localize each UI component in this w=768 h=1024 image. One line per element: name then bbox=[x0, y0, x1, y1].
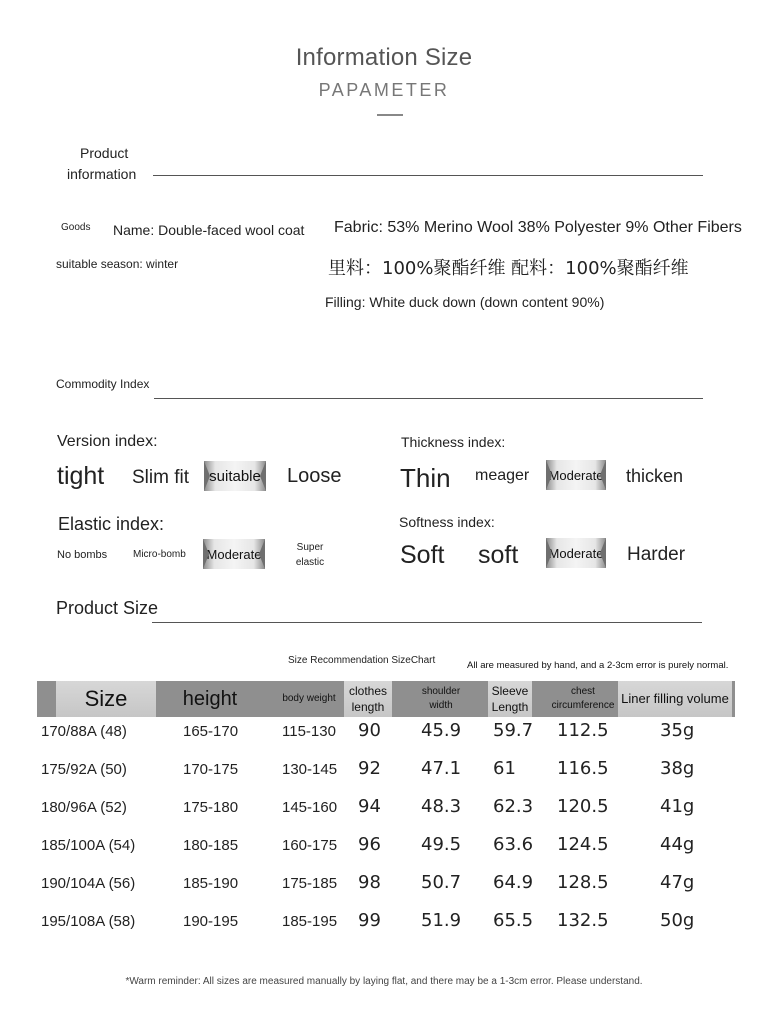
fabric-composition: Fabric: 53% Merino Wool 38% Polyester 9% Other Fibers bbox=[334, 219, 742, 236]
product-name: Name: Double-faced wool coat bbox=[113, 222, 305, 238]
col-chest-line2: circumference bbox=[551, 700, 615, 711]
cell-height: 180-185 bbox=[183, 837, 239, 854]
cell-body-weight: 160-175 bbox=[282, 837, 338, 854]
cell-sleeve-length: 59.7 bbox=[493, 720, 534, 741]
softness-option-soft: Soft bbox=[400, 541, 445, 569]
product-info-divider bbox=[153, 175, 703, 176]
cell-shoulder-width: 49.5 bbox=[421, 834, 462, 855]
super-elastic-line2: elastic bbox=[295, 557, 325, 568]
thickness-selected-badge bbox=[546, 460, 606, 490]
cell-size: 170/88A (48) bbox=[41, 723, 127, 740]
cell-liner-filling: 50g bbox=[660, 910, 695, 931]
col-shoulder-width-line1: shoulder bbox=[421, 686, 461, 697]
col-shoulder-width bbox=[394, 681, 488, 717]
cell-body-weight: 175-185 bbox=[282, 875, 338, 892]
col-body-weight: body weight bbox=[282, 693, 336, 704]
cell-chest: 116.5 bbox=[557, 758, 609, 779]
cell-height: 190-195 bbox=[183, 913, 239, 930]
cell-size: 185/100A (54) bbox=[41, 837, 136, 854]
col-chest-line1: chest bbox=[571, 686, 595, 697]
cell-liner-filling: 44g bbox=[660, 834, 695, 855]
suitable-season: suitable season: winter bbox=[56, 257, 179, 271]
cell-size: 195/108A (58) bbox=[41, 913, 136, 930]
elastic-option-super-elastic bbox=[288, 540, 332, 570]
col-sleeve-length-line1: Sleeve bbox=[491, 684, 529, 698]
cell-sleeve-length: 61 bbox=[493, 758, 516, 779]
cell-chest: 124.5 bbox=[557, 834, 609, 855]
elastic-option-moderate: Moderate bbox=[206, 546, 262, 562]
thickness-option-moderate: Moderate bbox=[548, 467, 604, 483]
cell-body-weight: 185-195 bbox=[282, 913, 338, 930]
cell-size: 190/104A (56) bbox=[41, 875, 136, 892]
col-sleeve-length-line2: Length bbox=[491, 700, 529, 714]
cell-shoulder-width: 48.3 bbox=[421, 796, 462, 817]
col-chest-circumference bbox=[540, 681, 626, 717]
col-clothes-length-line1: clothes bbox=[348, 684, 388, 698]
cell-shoulder-width: 50.7 bbox=[421, 872, 462, 893]
commodity-index-divider bbox=[154, 398, 703, 399]
softness-selected-badge bbox=[546, 538, 606, 568]
cell-sleeve-length: 63.6 bbox=[493, 834, 534, 855]
cell-liner-filling: 38g bbox=[660, 758, 695, 779]
goods-label: Goods bbox=[61, 222, 91, 233]
product-info-label-line2: information bbox=[67, 166, 137, 182]
cell-clothes-length: 92 bbox=[358, 758, 381, 779]
cell-height: 170-175 bbox=[183, 761, 239, 778]
cell-sleeve-length: 65.5 bbox=[493, 910, 534, 931]
cell-chest: 128.5 bbox=[557, 872, 609, 893]
softness-option-moderate: Moderate bbox=[548, 545, 604, 561]
lining-composition: 里料：100%聚酯纤维 配料：100%聚酯纤维 bbox=[328, 258, 689, 279]
elastic-selected-badge bbox=[203, 539, 265, 569]
page-title: Information Size bbox=[295, 44, 473, 71]
col-clothes-length-line2: length bbox=[351, 700, 385, 714]
cell-height: 185-190 bbox=[183, 875, 239, 892]
version-option-suitable: suitable bbox=[209, 467, 261, 485]
cell-body-weight: 115-130 bbox=[282, 723, 336, 740]
cell-chest: 112.5 bbox=[557, 720, 609, 741]
version-index-label: Version index: bbox=[57, 433, 158, 450]
elastic-option-no-bombs: No bombs bbox=[57, 549, 108, 561]
version-option-tight: tight bbox=[57, 462, 105, 490]
softness-option-soft-2: soft bbox=[478, 541, 519, 569]
cell-shoulder-width: 47.1 bbox=[421, 758, 462, 779]
cell-liner-filling: 47g bbox=[660, 872, 695, 893]
cell-liner-filling: 35g bbox=[660, 720, 695, 741]
col-shoulder-width-line2: width bbox=[429, 700, 453, 711]
col-clothes-length bbox=[344, 681, 392, 717]
cell-chest: 120.5 bbox=[557, 796, 609, 817]
cell-sleeve-length: 64.9 bbox=[493, 872, 534, 893]
commodity-index-label: Commodity Index bbox=[56, 377, 150, 391]
title-divider bbox=[377, 114, 403, 116]
elastic-option-micro-bomb: Micro-bomb bbox=[133, 549, 186, 560]
col-height: height bbox=[182, 687, 238, 710]
cell-body-weight: 145-160 bbox=[282, 799, 338, 816]
cell-shoulder-width: 45.9 bbox=[421, 720, 462, 741]
cell-height: 165-170 bbox=[183, 723, 239, 740]
cell-clothes-length: 98 bbox=[358, 872, 381, 893]
version-selected-badge bbox=[204, 461, 266, 491]
cell-size: 180/96A (52) bbox=[41, 799, 127, 816]
cell-body-weight: 130-145 bbox=[282, 761, 338, 778]
cell-clothes-length: 96 bbox=[358, 834, 381, 855]
col-size: Size bbox=[56, 681, 156, 717]
cell-clothes-length: 94 bbox=[358, 796, 381, 817]
softness-option-harder: Harder bbox=[627, 544, 686, 565]
cell-liner-filling: 41g bbox=[660, 796, 695, 817]
cell-clothes-length: 90 bbox=[358, 720, 381, 741]
cell-height: 175-180 bbox=[183, 799, 239, 816]
thickness-option-thin: Thin bbox=[400, 463, 451, 493]
elastic-index-label: Elastic index: bbox=[58, 514, 165, 534]
measurement-note: All are measured by hand, and a 2-3cm error is purely normal. bbox=[467, 660, 729, 671]
col-liner-filling: Liner filling volume bbox=[618, 681, 732, 717]
size-chart-title: Size Recommendation SizeChart bbox=[288, 655, 436, 666]
filling-composition: Filling: White duck down (down content 90%) bbox=[325, 294, 605, 310]
thickness-option-meager: meager bbox=[475, 467, 530, 484]
product-info-label-line1: Product bbox=[80, 145, 129, 161]
cell-clothes-length: 99 bbox=[358, 910, 381, 931]
warm-reminder: *Warm reminder: All sizes are measured manually by laying flat, and there may be a 1-3cm error. Please understand. bbox=[125, 976, 643, 987]
cell-sleeve-length: 62.3 bbox=[493, 796, 534, 817]
product-size-divider bbox=[152, 622, 702, 623]
thickness-option-thicken: thicken bbox=[626, 466, 684, 486]
product-size-label: Product Size bbox=[56, 598, 159, 618]
cell-size: 175/92A (50) bbox=[41, 761, 127, 778]
thickness-index-label: Thickness index: bbox=[401, 434, 506, 450]
softness-index-label: Softness index: bbox=[399, 514, 495, 530]
super-elastic-line1: Super bbox=[296, 542, 324, 553]
col-sleeve-length bbox=[488, 681, 532, 717]
page-subtitle: PAPAMETER bbox=[318, 80, 450, 100]
version-option-slim-fit: Slim fit bbox=[132, 467, 189, 488]
cell-shoulder-width: 51.9 bbox=[421, 910, 462, 931]
cell-chest: 132.5 bbox=[557, 910, 609, 931]
version-option-loose: Loose bbox=[287, 465, 342, 487]
